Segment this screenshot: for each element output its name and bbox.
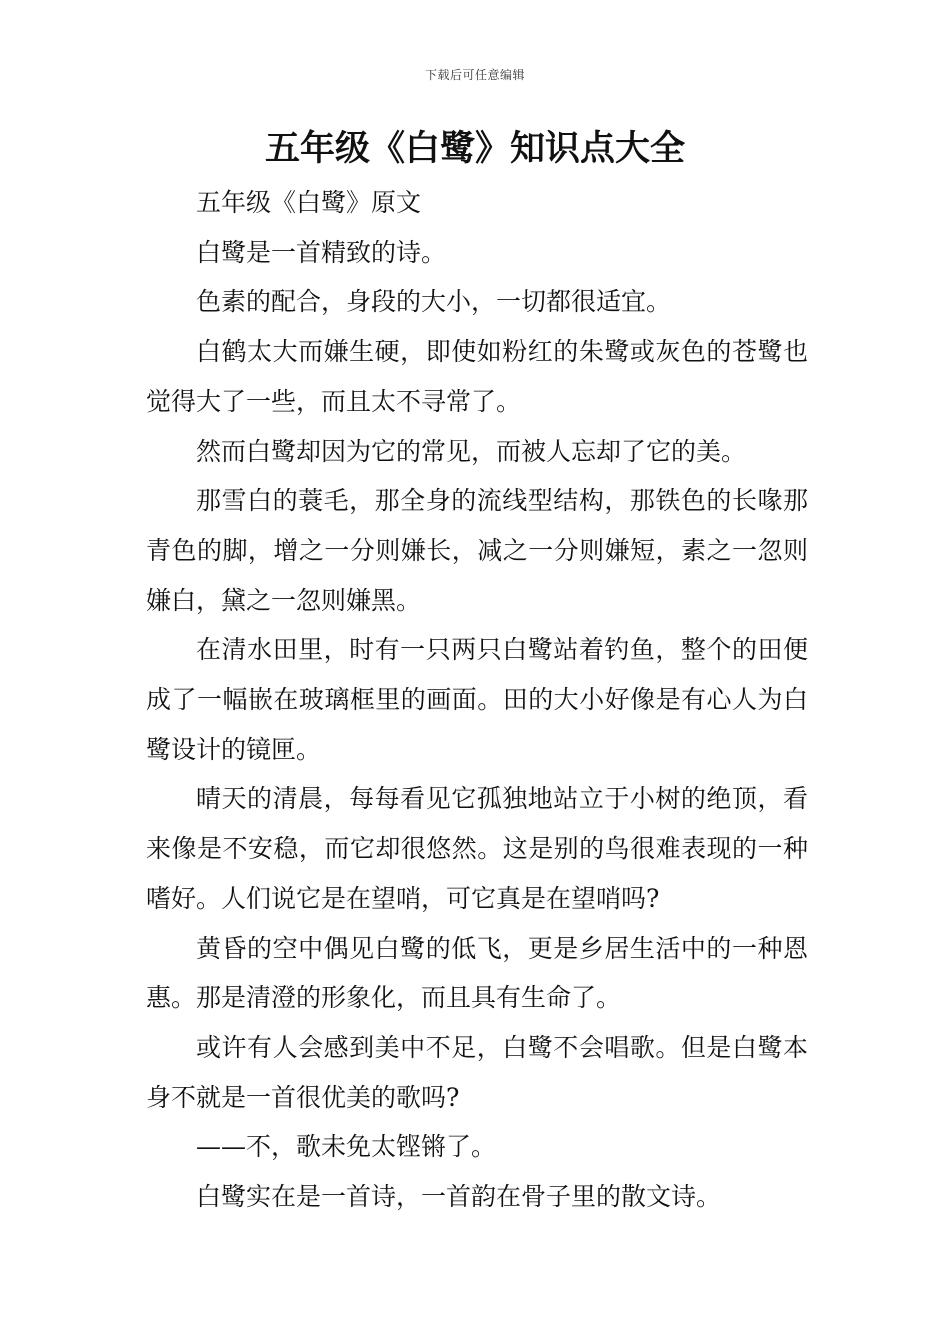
document-title: 五年级《白鹭》知识点大全 xyxy=(264,129,685,169)
paragraph: 白鹭实在是一首诗，一首韵在骨子里的散文诗。 xyxy=(196,1182,722,1212)
paragraph: 白鹭是一首精致的诗。 xyxy=(196,237,447,267)
paragraph: ——不，歌未免太铿锵了。 xyxy=(196,1132,497,1162)
paragraph: 白鹤太大而嫌生硬，即使如粉红的朱鹭或灰色的苍鹭也觉得大了一些，而且太不寻常了。 xyxy=(146,337,808,416)
document-body xyxy=(146,178,808,1222)
paragraph: 色素的配合，身段的大小，一切都很适宜。 xyxy=(196,287,672,317)
paragraph: 那雪白的蓑毛，那全身的流线型结构，那铁色的长喙那青色的脚，增之一分则嫌长，减之一分则嫌短，素之一忽则嫌白，黛之一忽则嫌黑。 xyxy=(146,486,808,615)
paragraph: 黄昏的空中偶见白鹭的低飞，更是乡居生活中的一种恩惠。那是清澄的形象化，而且具有生命了。 xyxy=(146,933,808,1013)
paragraph: 晴天的清晨，每每看见它孤独地站立于小树的绝顶，看来像是不安稳，而它却很悠然。这是别的鸟很难表现的一种嗜好。人们说它是在望哨，可它真是在望哨吗? xyxy=(146,784,808,913)
paragraph: 然而白鹭却因为它的常见，而被人忘却了它的美。 xyxy=(196,436,747,466)
paragraph: 五年级《白鹭》原文 xyxy=(196,188,422,217)
paragraph: 在清水田里，时有一只两只白鹭站着钓鱼，整个的田便成了一幅嵌在玻璃框里的画面。田的大小好像是有心人为白鹭设计的镜匣。 xyxy=(146,635,808,764)
paragraph: 或许有人会感到美中不足，白鹭不会唱歌。但是白鹭本身不就是一首很优美的歌吗? xyxy=(146,1032,808,1112)
header-note: 下载后可任意编辑 xyxy=(424,68,525,82)
